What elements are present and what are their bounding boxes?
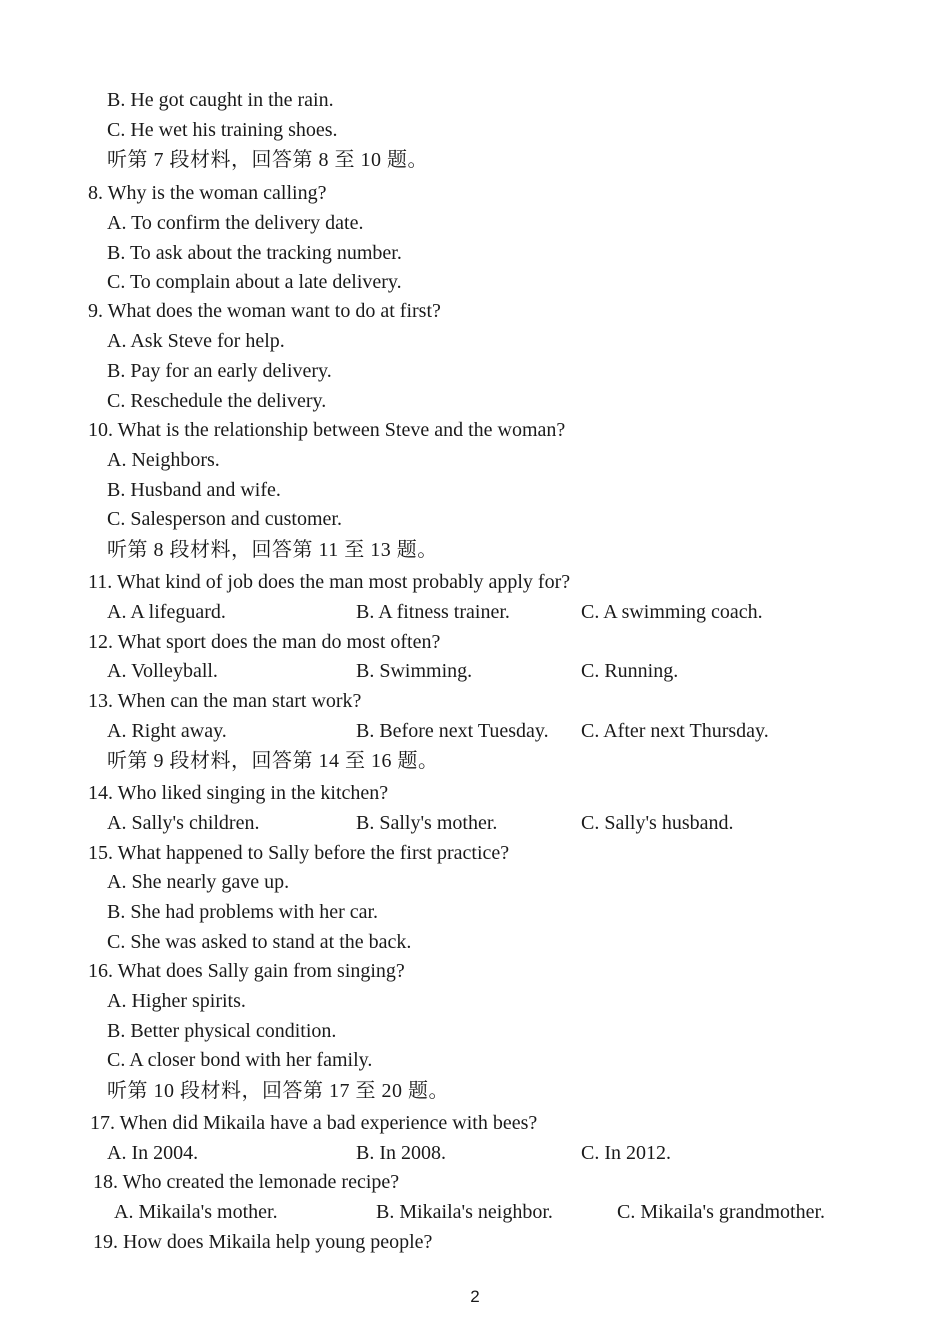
- question-16: 16. What does Sally gain from singing?: [88, 960, 405, 982]
- section-instruction-9: 听第 9 段材料，回答第 14 至 16 题。: [107, 750, 439, 772]
- option-17a: A. In 2004.: [107, 1142, 199, 1164]
- question-13: 13. When can the man start work?: [88, 690, 362, 712]
- option-16b: B. Better physical condition.: [107, 1020, 337, 1042]
- option-12b: B. Swimming.: [356, 660, 473, 682]
- option-10c: C. Salesperson and customer.: [107, 508, 342, 530]
- question-10: 10. What is the relationship between Steve and the woman?: [88, 419, 566, 441]
- question-9: 9. What does the woman want to do at first?: [88, 300, 441, 322]
- option-18b: B. Mikaila's neighbor.: [376, 1201, 553, 1223]
- question-15: 15. What happened to Sally before the first practice?: [88, 842, 510, 864]
- option-11c: C. A swimming coach.: [581, 601, 763, 623]
- question-11: 11. What kind of job does the man most probably apply for?: [88, 571, 571, 593]
- option-9b: B. Pay for an early delivery.: [107, 360, 332, 382]
- option-14a: A. Sally's children.: [107, 812, 260, 834]
- option-9a: A. Ask Steve for help.: [107, 330, 285, 352]
- question-14: 14. Who liked singing in the kitchen?: [88, 782, 389, 804]
- option-11a: A. A lifeguard.: [107, 601, 226, 623]
- option-10a: A. Neighbors.: [107, 449, 220, 471]
- question-18: 18. Who created the lemonade recipe?: [93, 1171, 400, 1193]
- option-13c: C. After next Thursday.: [581, 720, 769, 742]
- question-19: 19. How does Mikaila help young people?: [93, 1231, 433, 1253]
- section-instruction-7: 听第 7 段材料，回答第 8 至 10 题。: [107, 149, 428, 171]
- option-14b: B. Sally's mother.: [356, 812, 498, 834]
- question-8: 8. Why is the woman calling?: [88, 182, 327, 204]
- question-17: 17. When did Mikaila have a bad experience with bees?: [90, 1112, 538, 1134]
- option-13b: B. Before next Tuesday.: [356, 720, 549, 742]
- option-7b: B. He got caught in the rain.: [107, 89, 334, 111]
- section-instruction-8: 听第 8 段材料，回答第 11 至 13 题。: [107, 539, 438, 561]
- option-8b: B. To ask about the tracking number.: [107, 242, 402, 264]
- option-14c: C. Sally's husband.: [581, 812, 734, 834]
- option-17c: C. In 2012.: [581, 1142, 671, 1164]
- option-7c: C. He wet his training shoes.: [107, 119, 338, 141]
- option-18a: A. Mikaila's mother.: [114, 1201, 278, 1223]
- option-17b: B. In 2008.: [356, 1142, 446, 1164]
- option-18c: C. Mikaila's grandmother.: [617, 1201, 826, 1223]
- option-8a: A. To confirm the delivery date.: [107, 212, 364, 234]
- option-8c: C. To complain about a late delivery.: [107, 271, 402, 293]
- option-11b: B. A fitness trainer.: [356, 601, 510, 623]
- section-instruction-10: 听第 10 段材料，回答第 17 至 20 题。: [107, 1080, 449, 1102]
- option-16a: A. Higher spirits.: [107, 990, 246, 1012]
- option-12a: A. Volleyball.: [107, 660, 218, 682]
- page-number: 2: [470, 1287, 480, 1306]
- option-15c: C. She was asked to stand at the back.: [107, 931, 412, 953]
- option-9c: C. Reschedule the delivery.: [107, 390, 327, 412]
- option-10b: B. Husband and wife.: [107, 479, 281, 501]
- option-13a: A. Right away.: [107, 720, 227, 742]
- option-15a: A. She nearly gave up.: [107, 871, 290, 893]
- question-12: 12. What sport does the man do most often?: [88, 631, 441, 653]
- option-16c: C. A closer bond with her family.: [107, 1049, 373, 1071]
- option-15b: B. She had problems with her car.: [107, 901, 379, 923]
- option-12c: C. Running.: [581, 660, 679, 682]
